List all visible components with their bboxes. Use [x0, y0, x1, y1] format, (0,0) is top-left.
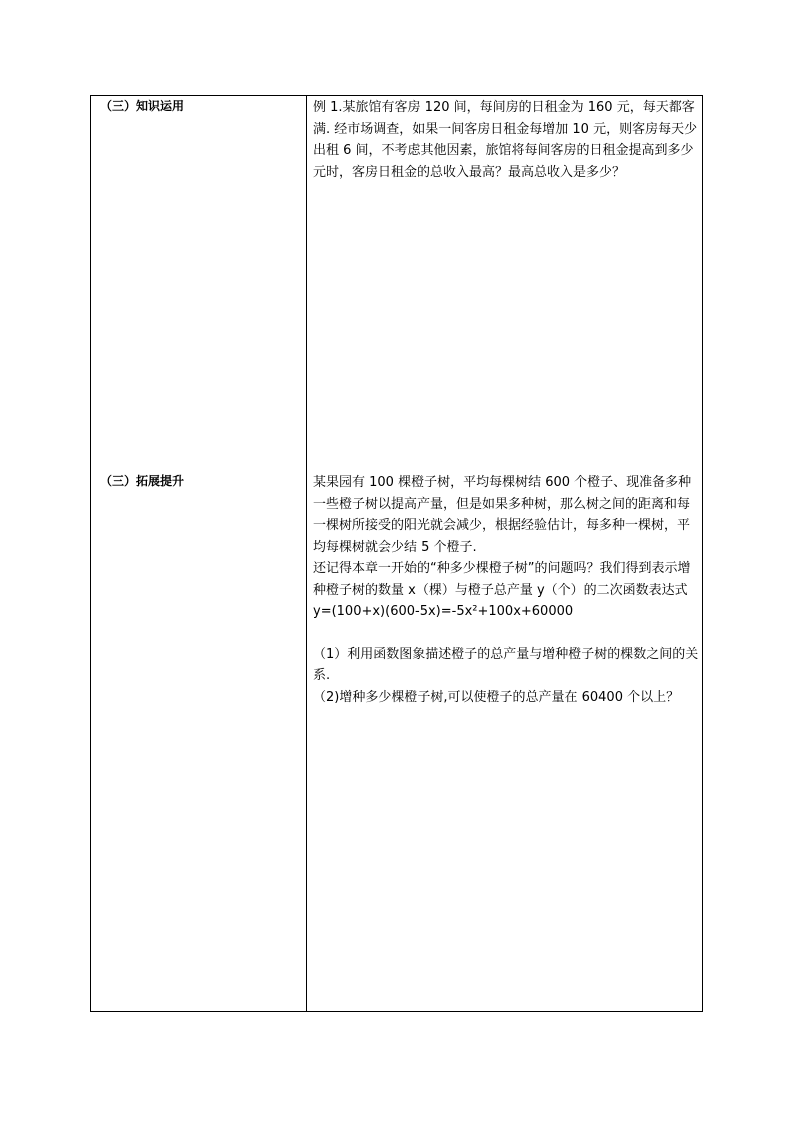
- example-1-paragraph: 例 1.某旅馆有客房 120 间，每间房的日租金为 160 元，每天都客满. 经市场调查，如果一间客房日租金每增加 10 元，则客房每天少出租 6 间，不考虑其他因素，旅馆将每间客房的日租金提高到多少元时，客房日租金的总收入最高？最高总收入是多少？: [313, 100, 698, 180]
- orchard-problem-intro: 某果园有 100 棵橙子树，平均每棵树结 600 个橙子、现准备多种一些橙子树以提高产量，但是如果多种树，那么树之间的距离和每一棵树所接受的阳光就会减少，根据经验估计，每多种一棵树，平均每棵树就会少结 5 个橙子.: [313, 475, 692, 555]
- table-column-divider: [306, 95, 307, 1012]
- question-2: （2)增种多少棵橙子树,可以使橙子的总产量在 60400 个以上？: [313, 689, 680, 705]
- extension-text: [313, 472, 699, 708]
- paragraph-gap: [313, 623, 699, 644]
- row-label-knowledge-application: （三）知识运用: [100, 99, 185, 113]
- example-1-text: [313, 97, 699, 183]
- question-1: （1）利用函数图象描述橙子的总产量与增种橙子树的棵数之间的关系.: [313, 646, 699, 683]
- orchard-problem-recall: 还记得本章一开始的“种多少棵橙子树”的问题吗？我们得到表示增种橙子树的数量 x（棵）与橙子总产量 y（个）的二次函数表达式 y=(100+x)(600-5x)=-5x²+100x+60000: [313, 561, 691, 619]
- row-label-extension: （三）拓展提升: [100, 474, 185, 488]
